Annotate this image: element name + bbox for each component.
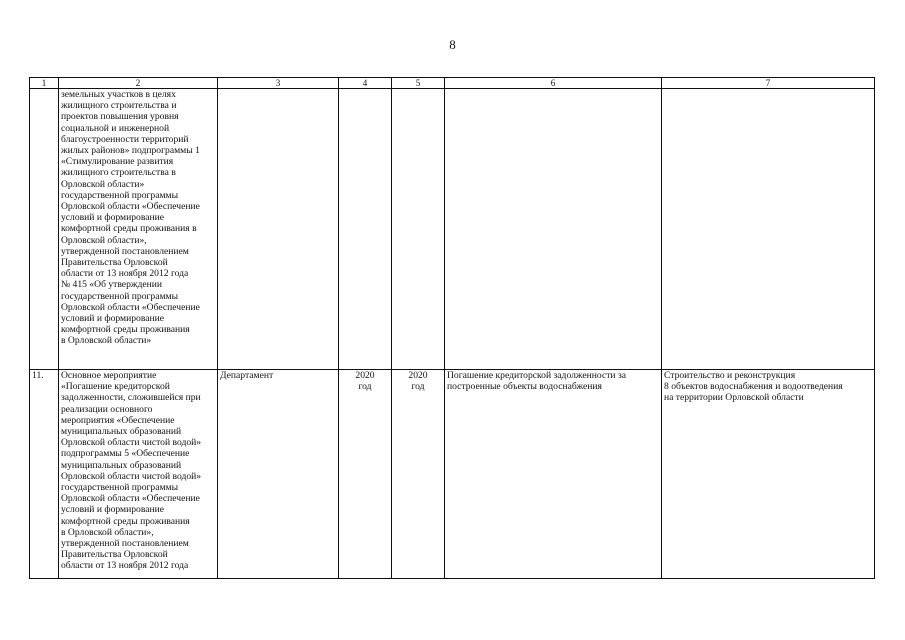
table-header-row bbox=[30, 78, 875, 89]
result-cell bbox=[445, 89, 662, 370]
start-year-cell: 2020 год bbox=[339, 370, 392, 579]
executor-cell: Департамент bbox=[218, 370, 339, 579]
program-table bbox=[29, 77, 875, 579]
end-year-cell: 2020 год bbox=[392, 370, 445, 579]
column-header: 5 bbox=[392, 78, 445, 89]
row-number bbox=[30, 89, 59, 370]
column-header: 1 bbox=[30, 78, 59, 89]
column-header: 3 bbox=[218, 78, 339, 89]
table-row bbox=[30, 370, 875, 579]
result-cell: Погашение кредиторской задолженности за построенные объекты водоснабжения bbox=[445, 370, 662, 579]
column-header: 4 bbox=[339, 78, 392, 89]
activity-cell: земельных участков в целях жилищного строительства и проектов повышения уровня социальной и инженерной благоустроенности территорий жилых районов» подпрограммы 1 «Стимулирование развития жилищного строительства в Орловской области» государственной программы Орловской области «Обеспечение условий и формирование комфортной среды проживания в Орловской области», утвержденной постановлением Правительства Орловской области от 13 ноября 2012 года № 415 «Об утверждении государственной программы Орловской области «Обеспечение условий и формирование комфортной среды проживания в Орловской области» bbox=[59, 89, 218, 370]
end-year-cell bbox=[392, 89, 445, 370]
goal-cell bbox=[662, 89, 875, 370]
activity-cell: Основное мероприятие «Погашение кредиторской задолженности, сложившейся при реализации основного мероприятия «Обеспечение муниципальных образований Орловской области чистой водой» подпрограммы 5 «Обеспечение муниципальных образований Орловской области чистой водой» государственной программы Орловской области «Обеспечение условий и формирование комфортной среды проживания в Орловской области», утвержденной постановлением Правительства Орловской области от 13 ноября 2012 года bbox=[59, 370, 218, 579]
column-header: 2 bbox=[59, 78, 218, 89]
page-number: 8 bbox=[449, 37, 456, 52]
column-header: 6 bbox=[445, 78, 662, 89]
table-row bbox=[30, 89, 875, 370]
start-year-cell bbox=[339, 89, 392, 370]
column-header: 7 bbox=[662, 78, 875, 89]
goal-cell: Строительство и реконструкция 8 объектов водоснабжения и водоотведения на территории Орловской области bbox=[662, 370, 875, 579]
row-number: 11. bbox=[30, 370, 59, 579]
executor-cell bbox=[218, 89, 339, 370]
